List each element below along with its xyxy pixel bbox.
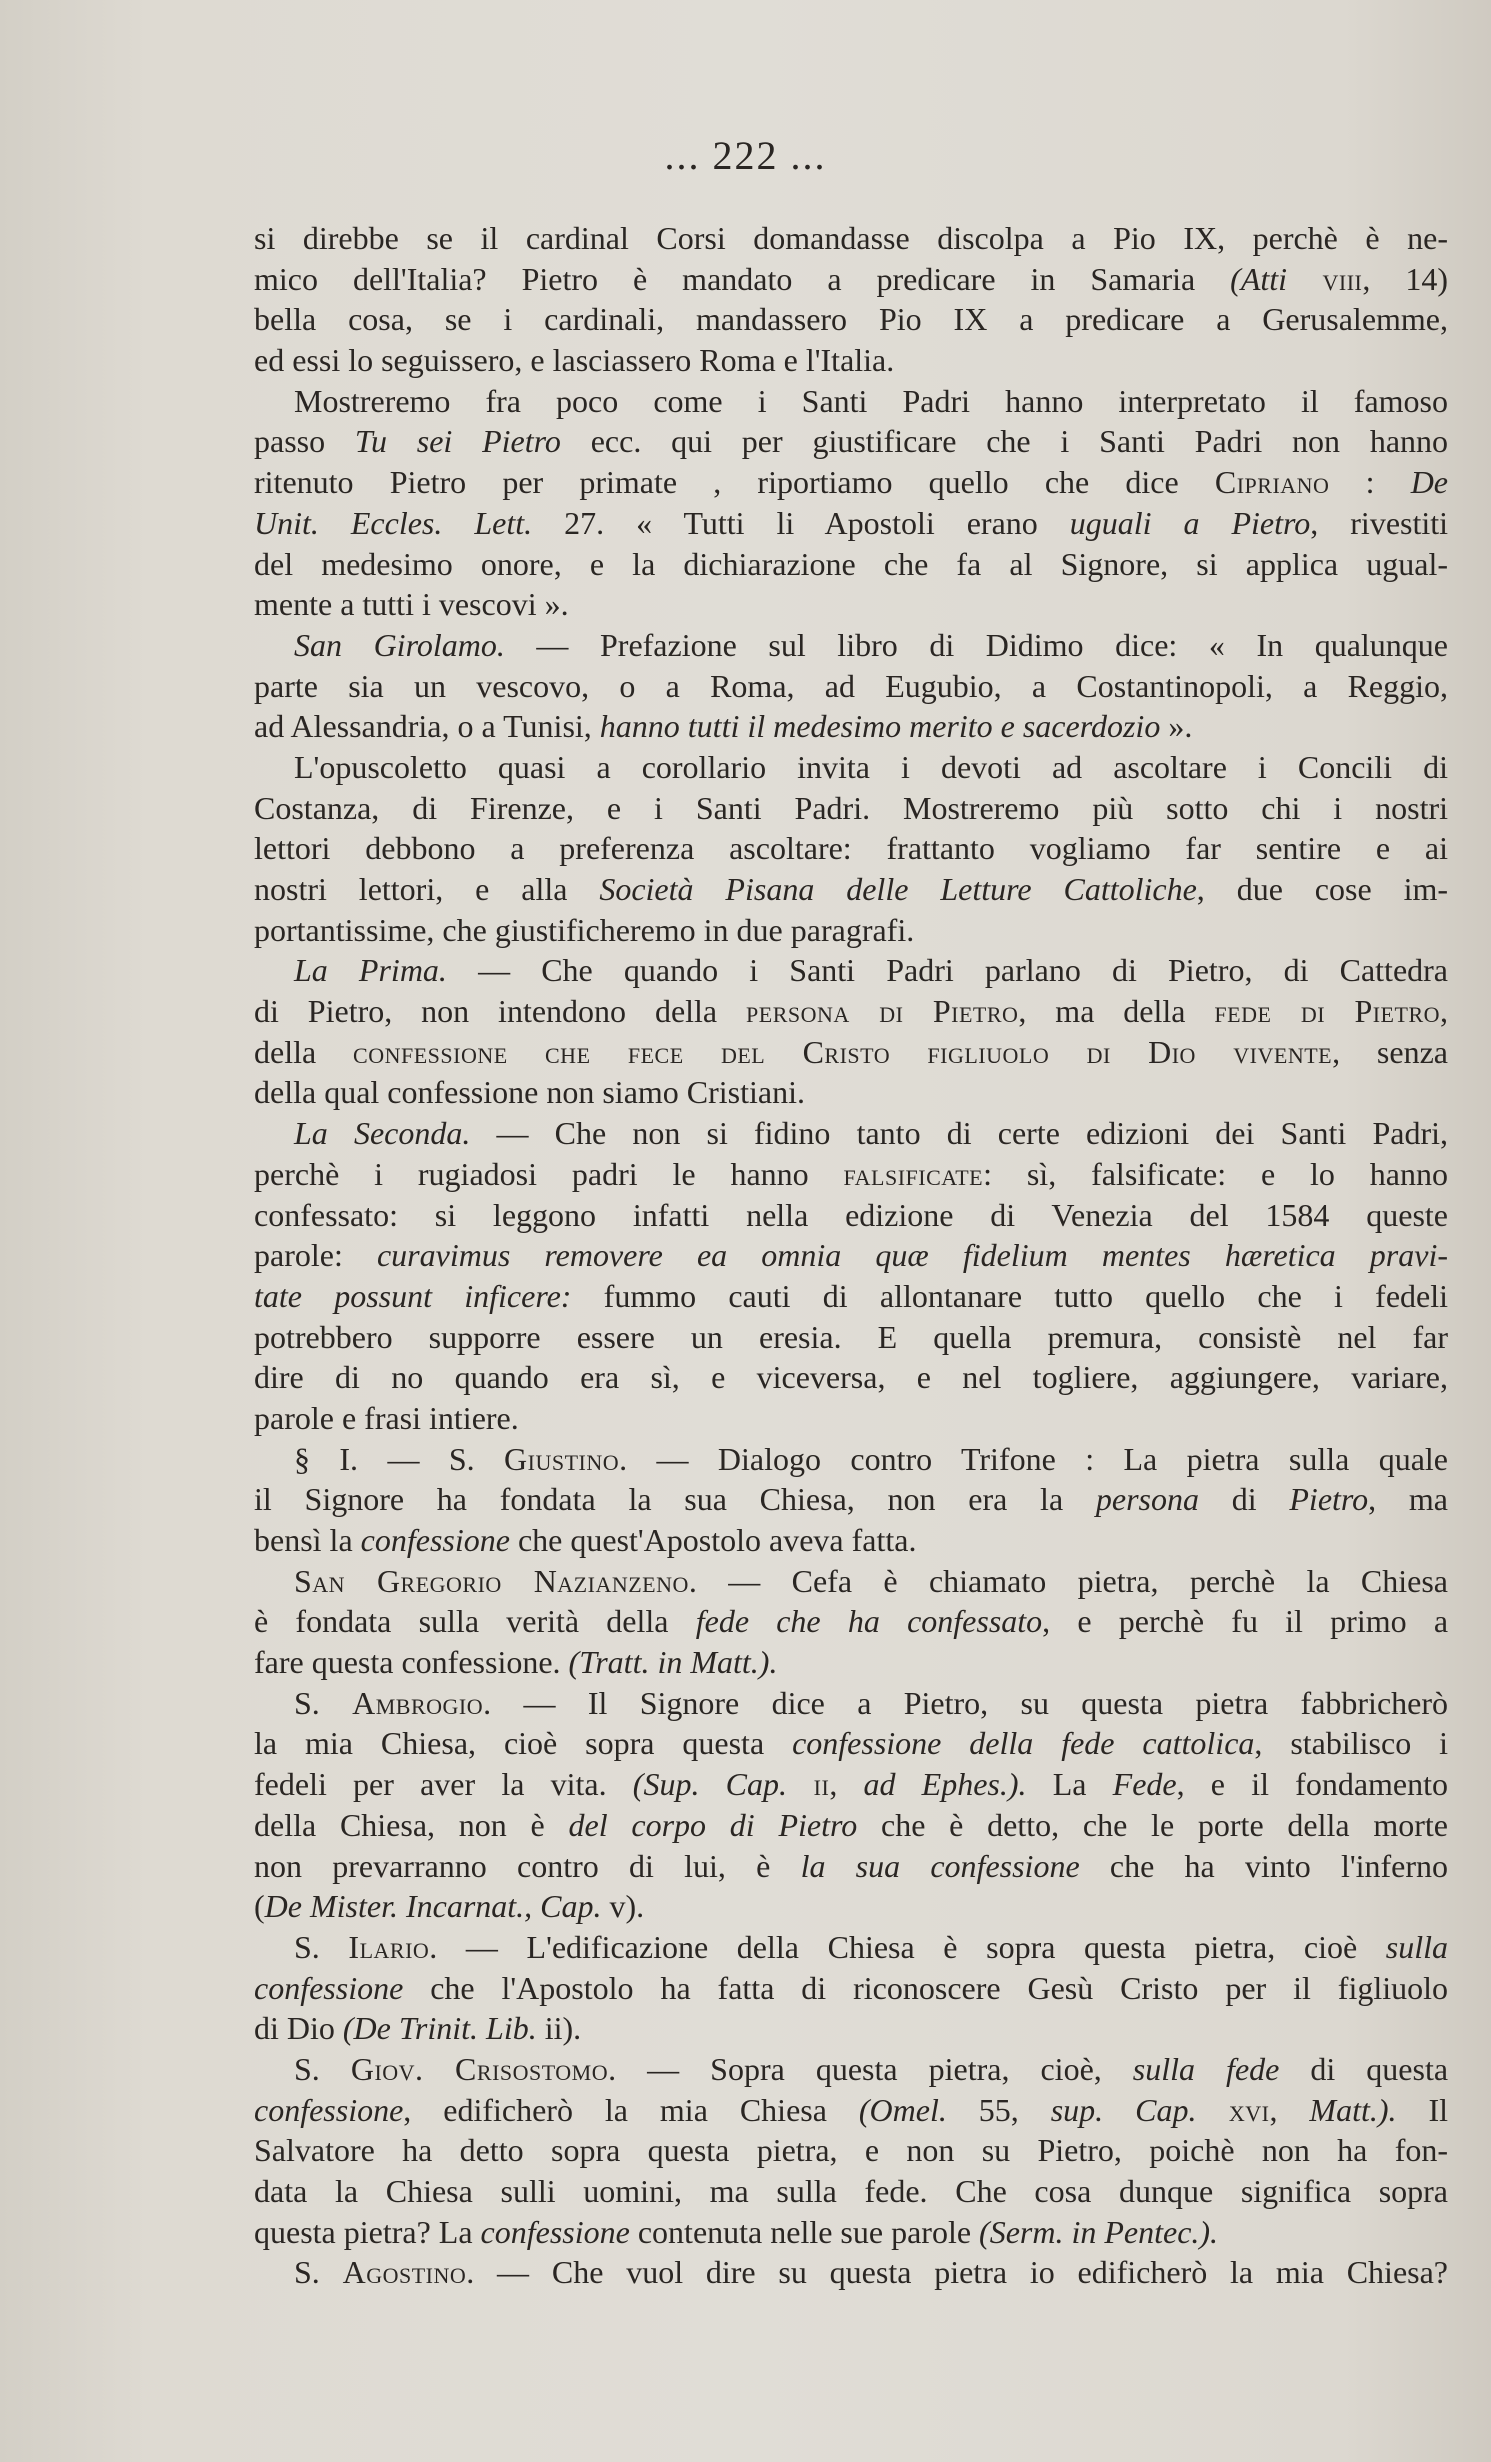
text-run: , edificherò la mia Chiesa — [403, 2091, 859, 2128]
italic-text: De — [1410, 464, 1448, 501]
text-run: Costanza, di Firenze, e i Santi Padri. Mostreremo più sotto chi i nostri — [254, 789, 1448, 826]
text-line — [254, 2130, 1448, 2171]
text-run: che quest'Apostolo aveva fatta. — [509, 1522, 917, 1558]
text-run: , — [1440, 993, 1448, 1030]
italic-text: sulla — [1385, 1928, 1449, 1965]
text-run: che è detto, che le porte della morte — [857, 1806, 1449, 1843]
text-run: , ma — [1368, 1481, 1449, 1518]
text-run: , — [829, 1766, 864, 1803]
text-line — [254, 2008, 1448, 2049]
italic-text: Tu sei Pietro — [354, 423, 561, 460]
italic-text: Unit. Eccles. Lett. — [254, 504, 533, 541]
italic-text: tate possunt inficere: — [254, 1277, 572, 1314]
text-run: , e perchè fu il primo a — [1042, 1603, 1449, 1640]
text-run: è fondata sulla verità della — [254, 1603, 696, 1640]
text-line — [254, 503, 1448, 544]
italic-text: persona — [1095, 1481, 1199, 1518]
small-caps-text: persona di Pietro — [746, 993, 1019, 1030]
text-run: ad Alessandria, o a Tunisi, — [254, 708, 600, 745]
italic-text: ad Ephes.). — [863, 1766, 1027, 1803]
italic-text: Matt.). — [1309, 2091, 1397, 2128]
text-run: ». — [1160, 708, 1193, 745]
text-line — [254, 1113, 1448, 1154]
italic-text: confessione — [360, 1522, 510, 1558]
text-run: S. — [294, 1684, 353, 1721]
text-line — [254, 1154, 1448, 1195]
text-run: ( — [254, 1888, 265, 1925]
text-line — [254, 259, 1448, 300]
small-caps-text: falsificate — [843, 1155, 984, 1192]
text-run: ritenuto Pietro per primate , riportiamo quello che dice — [254, 464, 1215, 501]
text-line — [254, 1317, 1448, 1358]
text-run: parole e frasi intiere. — [254, 1399, 519, 1436]
italic-text: curavimus removere ea omnia quæ fidelium mentes hæretica pravi- — [376, 1237, 1449, 1274]
text-line — [254, 544, 1448, 585]
text-run: bensì la — [254, 1522, 361, 1558]
italic-text: la sua confessione — [800, 1847, 1080, 1884]
small-caps-text: xvi — [1196, 2091, 1270, 2128]
text-line — [254, 950, 1448, 991]
text-run: S. — [294, 2050, 351, 2087]
text-run: : sì, falsificate: e lo hanno — [983, 1155, 1449, 1192]
italic-text: (Sup. Cap. — [632, 1766, 787, 1803]
italic-text: sup. Cap. — [1050, 2091, 1197, 2128]
text-run: . — Che vuol dire su questa pietra io edificherò la mia Chiesa? — [466, 2254, 1449, 2291]
text-run: perchè i rugiadosi padri le hanno — [254, 1155, 844, 1192]
text-line — [254, 1398, 1448, 1439]
text-run: lettori debbono a preferenza ascoltare: frattanto vogliamo far sentire e ai — [254, 830, 1448, 867]
small-caps-text: confessione che fece del Cristo figliuolo di Dio vivente — [353, 1033, 1333, 1070]
small-caps-text: Ilario — [348, 1928, 430, 1965]
text-run: . — Il Signore dice a Pietro, su questa pietra fabbricherò — [483, 1684, 1449, 1721]
text-run: questa pietra? La — [254, 2213, 481, 2250]
text-run: fedeli per aver la vita. — [254, 1766, 633, 1803]
text-line — [254, 1561, 1448, 1602]
italic-text: De Mister. Incarnat., Cap. — [264, 1888, 602, 1925]
text-line — [254, 788, 1448, 829]
text-run: mico dell'Italia? Pietro è mandato a predicare in Samaria — [254, 260, 1231, 297]
text-run: fare questa confessione. — [254, 1644, 569, 1681]
small-caps-text: Giov. Crisostomo — [350, 2050, 609, 2087]
text-run: — Che quando i Santi Padri parlano di Pietro, di Cattedra — [446, 952, 1449, 989]
text-run: di — [1199, 1481, 1290, 1518]
page-number: ... 222 ... — [664, 133, 827, 178]
small-caps-text: fede di Pietro — [1214, 993, 1440, 1030]
text-line — [254, 1968, 1448, 2009]
italic-text: (Atti — [1230, 260, 1288, 297]
text-line — [254, 1276, 1448, 1317]
text-line — [254, 340, 1448, 381]
text-run: Salvatore ha detto sopra questa pietra, e non su Pietro, poichè non ha fon- — [254, 2132, 1448, 2169]
text-line — [254, 2171, 1448, 2212]
text-run: — Prefazione sul libro di Didimo dice: « In qualunque — [504, 626, 1449, 663]
text-run: parole: — [254, 1237, 377, 1274]
text-line — [254, 1479, 1448, 1520]
text-line — [254, 381, 1448, 422]
text-run: di questa — [1279, 2050, 1449, 2087]
small-caps-text: Agostino — [342, 2254, 467, 2291]
text-run: potrebbero supporre essere un eresia. E quella premura, consistè nel far — [254, 1318, 1448, 1355]
text-run: portantissime, che giustificheremo in due paragrafi. — [254, 911, 915, 948]
text-line — [254, 1520, 1448, 1561]
text-run: della Chiesa, non è — [254, 1806, 569, 1843]
text-run: della qual confessione non siamo Cristiani. — [254, 1074, 805, 1111]
italic-text: (De Trinit. Lib. — [342, 2010, 537, 2047]
italic-text: (Serm. in Pentec.). — [979, 2213, 1219, 2250]
text-run: ii). — [536, 2010, 582, 2047]
text-line — [254, 1723, 1448, 1764]
text-run: data la Chiesa sulli uomini, ma sulla fede. Che cosa dunque significa sopra — [254, 2173, 1448, 2209]
text-line — [254, 218, 1448, 259]
text-line — [254, 1235, 1448, 1276]
text-run: passo — [254, 423, 355, 460]
text-run: , due cose im- — [1196, 871, 1448, 907]
small-caps-text: ii — [786, 1766, 830, 1803]
italic-text: confessione — [254, 1969, 404, 2006]
text-run: fummo cauti di allontanare tutto quello che i fedeli — [571, 1277, 1449, 1314]
italic-text: sulla fede — [1132, 2050, 1280, 2087]
text-run: che l'Apostolo ha fatta di riconoscere Gesù Cristo per il figliuolo — [403, 1969, 1448, 2006]
text-run: S. — [294, 1928, 349, 1965]
text-run: , 14) — [1362, 260, 1449, 297]
text-line — [254, 1642, 1448, 1683]
text-run: mente a tutti i vescovi ». — [254, 586, 569, 623]
text-line — [254, 1805, 1448, 1846]
text-run: ecc. qui per giustificare che i Santi Padri non hanno — [560, 423, 1449, 460]
text-run: . — L'edificazione della Chiesa è sopra questa pietra, cioè — [429, 1928, 1386, 1965]
text-line — [254, 910, 1448, 951]
text-line — [254, 421, 1448, 462]
text-line — [254, 462, 1448, 503]
text-run: , senza — [1332, 1033, 1448, 1070]
italic-text: Pietro — [1289, 1481, 1369, 1518]
text-run: di Dio — [254, 2010, 343, 2047]
italic-text: Fede — [1112, 1766, 1177, 1803]
text-line — [254, 1032, 1448, 1073]
text-line — [254, 747, 1448, 788]
italic-text: del corpo di Pietro — [568, 1806, 858, 1843]
text-line — [254, 1683, 1448, 1724]
italic-text: confessione della fede cattolica — [792, 1725, 1255, 1762]
italic-text: confessione — [254, 2091, 404, 2128]
text-run: , e il fondamento — [1176, 1766, 1449, 1803]
italic-text: Società Pisana delle Letture Cattoliche — [599, 871, 1197, 907]
text-line — [254, 1764, 1448, 1805]
text-run: del medesimo onore, e la dichiarazione che fa al Signore, si applica ugual- — [254, 545, 1448, 582]
text-run: si direbbe se il cardinal Corsi domandasse discolpa a Pio IX, perchè è ne- — [254, 220, 1448, 256]
italic-text: fede che ha confessato — [695, 1603, 1043, 1640]
text-run: , — [1269, 2091, 1310, 2128]
small-caps-text: San Gregorio Nazianzeno — [294, 1562, 689, 1599]
text-run: , ma della — [1018, 993, 1215, 1030]
text-line — [254, 828, 1448, 869]
text-run: L'opuscoletto quasi a corollario invita i devoti ad ascoltare i Concili di — [294, 748, 1448, 785]
text-line — [254, 2090, 1448, 2131]
text-run: di Pietro, non intendono della — [254, 993, 747, 1030]
small-caps-text: Cipriano — [1214, 464, 1330, 501]
text-line — [254, 584, 1448, 625]
text-line — [254, 2252, 1448, 2293]
text-line — [254, 666, 1448, 707]
text-run: v). — [601, 1888, 645, 1925]
text-line — [254, 1072, 1448, 1113]
italic-text: (Tratt. in Matt.). — [568, 1644, 778, 1681]
text-line — [254, 2049, 1448, 2090]
text-run: confessato: si leggono infatti nella edizione di Venezia del 1584 queste — [254, 1196, 1448, 1233]
text-run: La — [1026, 1766, 1113, 1803]
text-line — [254, 1886, 1448, 1927]
text-run: che ha vinto l'inferno — [1079, 1847, 1449, 1884]
text-run: ed essi lo seguissero, e lasciassero Roma e l'Italia. — [254, 342, 895, 379]
text-run: . — Cefa è chiamato pietra, perchè la Chiesa — [688, 1562, 1449, 1599]
small-caps-text: viii — [1287, 260, 1363, 297]
text-run: S. — [294, 2254, 343, 2291]
text-line — [254, 1195, 1448, 1236]
text-line — [254, 1846, 1448, 1887]
italic-text: uguali a Pietro — [1069, 504, 1311, 541]
text-line — [254, 299, 1448, 340]
text-line — [254, 1439, 1448, 1480]
text-line — [254, 625, 1448, 666]
text-run: Mostreremo fra poco come i Santi Padri hanno interpretato il famoso — [294, 382, 1448, 419]
text-line — [254, 869, 1448, 910]
italic-text: San Girolamo. — [294, 626, 505, 663]
text-line — [254, 991, 1448, 1032]
text-run: non prevarranno contro di lui, è — [254, 1847, 801, 1884]
italic-text: confessione — [480, 2213, 630, 2250]
small-caps-text: Giustino — [504, 1440, 620, 1477]
text-line — [254, 1601, 1448, 1642]
text-run: : — [1329, 464, 1411, 501]
text-run: il Signore ha fondata la sua Chiesa, non era la — [254, 1481, 1096, 1518]
text-run: , rivestiti — [1310, 504, 1449, 541]
text-run: la mia Chiesa, cioè sopra questa — [254, 1725, 793, 1762]
text-run: 55, — [946, 2091, 1051, 2128]
italic-text: (Omel. — [858, 2091, 947, 2128]
italic-text: La Prima. — [294, 952, 447, 989]
text-run: . — Dialogo contro Trifone : La pietra sulla quale — [619, 1440, 1449, 1477]
text-run: . — Sopra questa pietra, cioè, — [608, 2050, 1133, 2087]
small-caps-text: Ambrogio — [352, 1684, 484, 1721]
text-run: dire di no quando era sì, e viceversa, e nel togliere, aggiungere, variare, — [254, 1359, 1448, 1396]
body-text — [254, 218, 1448, 2293]
text-run: 27. « Tutti li Apostoli erano — [532, 504, 1070, 541]
text-run: § I. — S. — [294, 1440, 505, 1477]
italic-text: hanno tutti il medesimo merito e sacerdozio — [599, 708, 1161, 745]
text-run: bella cosa, se i cardinali, mandassero Pio IX a predicare a Gerusalemme, — [254, 301, 1448, 338]
text-line — [254, 2212, 1448, 2253]
text-run: nostri lettori, e alla — [254, 871, 600, 907]
text-run: contenuta nelle sue parole — [629, 2213, 980, 2250]
text-line — [254, 706, 1448, 747]
text-run: della — [254, 1033, 354, 1070]
text-run: — Che non si fidino tanto di certe edizioni dei Santi Padri, — [470, 1115, 1449, 1152]
italic-text: La Seconda. — [294, 1115, 471, 1152]
text-run: parte sia un vescovo, o a Roma, ad Eugubio, a Costantinopoli, a Reggio, — [254, 667, 1448, 704]
text-line — [254, 1927, 1448, 1968]
text-run: Il — [1396, 2091, 1448, 2128]
text-line — [254, 1357, 1448, 1398]
text-run: , stabilisco i — [1254, 1725, 1449, 1762]
